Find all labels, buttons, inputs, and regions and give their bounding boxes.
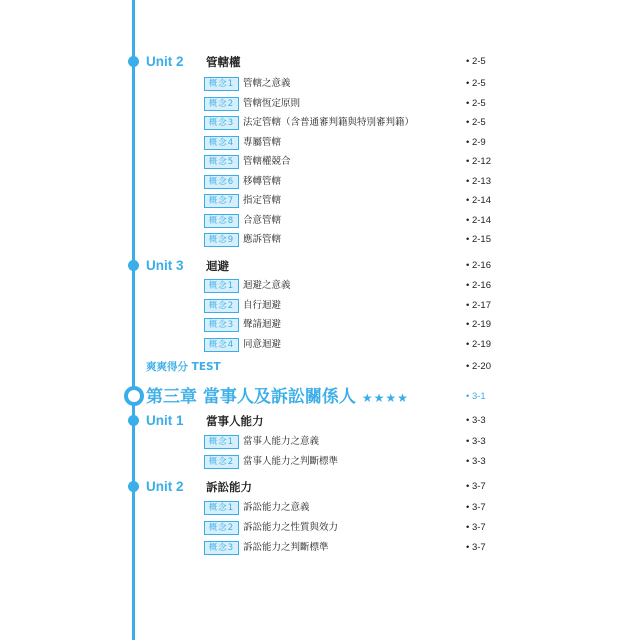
concept-title: 法定管轄（含普通審判籍與特別審判籍）	[243, 117, 415, 128]
concept-badge: 概念2	[204, 97, 239, 111]
concept-row[interactable]	[0, 335, 640, 355]
unit-title: 訴訟能力	[206, 480, 252, 494]
concept-title: 管轄權競合	[243, 156, 291, 167]
concept-badge: 概念6	[204, 175, 239, 189]
concept-title: 訴訟能力之意義	[243, 502, 310, 513]
concept-badge: 概念3	[204, 541, 239, 555]
unit-title: 管轄權	[206, 55, 241, 69]
concept-title: 訴訟能力之性質與效力	[243, 522, 339, 533]
page-number: • 2-17	[466, 299, 491, 311]
concept-badge: 概念7	[204, 194, 239, 208]
test-label: 爽爽得分 TEST	[146, 361, 221, 373]
concept-title: 移轉管轄	[243, 175, 282, 187]
page-number: • 3-3	[466, 436, 486, 447]
page-number: • 2-20	[466, 361, 491, 372]
concept-badge: 概念1	[204, 279, 239, 293]
page-number: • 3-7	[466, 502, 486, 513]
concept-title: 合意管轄	[243, 214, 282, 226]
concept-badge: 概念2	[204, 521, 239, 535]
concept-badge: 概念8	[204, 214, 239, 228]
concept-row[interactable]	[0, 296, 640, 316]
concept-badge: 概念2	[204, 455, 239, 469]
page-number: • 3-3	[466, 456, 486, 467]
page-number: • 2-14	[466, 195, 491, 206]
concept-row[interactable]	[0, 498, 640, 518]
unit-label: Unit 3	[146, 258, 184, 273]
unit-heading[interactable]	[0, 256, 640, 276]
concept-row[interactable]	[0, 518, 640, 538]
page-number: • 2-16	[466, 260, 491, 271]
timeline-dot-icon	[128, 56, 139, 67]
page-number: • 2-5	[466, 117, 486, 128]
concept-row[interactable]	[0, 133, 640, 153]
page-number: • 2-14	[466, 214, 491, 226]
concept-row[interactable]	[0, 152, 640, 172]
chapter-title: 第三章 當事人及訴訟關係人 ★★★★	[146, 387, 409, 407]
unit-title: 迴避	[206, 259, 229, 273]
concept-row[interactable]	[0, 315, 640, 335]
page-number: • 3-1	[466, 391, 486, 402]
page-number: • 2-5	[466, 97, 486, 109]
concept-title: 指定管轄	[243, 195, 282, 206]
chapter-heading[interactable]	[0, 387, 640, 407]
chapter-ring-icon	[124, 386, 144, 406]
concept-row[interactable]	[0, 276, 640, 296]
concept-badge: 概念4	[204, 338, 239, 352]
page-number: • 3-7	[466, 481, 486, 492]
page-number: • 2-13	[466, 175, 491, 187]
page-number: • 2-9	[466, 136, 486, 148]
concept-row[interactable]	[0, 538, 640, 558]
concept-row[interactable]	[0, 94, 640, 114]
unit-label: Unit 2	[146, 54, 184, 69]
concept-badge: 概念1	[204, 501, 239, 515]
page-number: • 2-12	[466, 156, 491, 167]
page-number: • 2-19	[466, 319, 491, 330]
concept-title: 聲請迴避	[243, 319, 282, 330]
concept-title: 訴訟能力之判斷標準	[243, 542, 329, 553]
unit-heading[interactable]	[0, 411, 640, 431]
unit-title: 當事人能力	[206, 414, 264, 428]
concept-row[interactable]	[0, 432, 640, 452]
page-number: • 3-7	[466, 542, 486, 553]
concept-badge: 概念5	[204, 155, 239, 169]
concept-badge: 概念4	[204, 136, 239, 150]
test-row[interactable]	[0, 357, 640, 377]
page-number: • 2-19	[466, 338, 491, 350]
concept-title: 管轄之意義	[243, 78, 291, 89]
concept-badge: 概念2	[204, 299, 239, 313]
page-number: • 2-5	[466, 56, 486, 67]
concept-badge: 概念1	[204, 77, 239, 91]
concept-row[interactable]	[0, 172, 640, 192]
page-number: • 3-7	[466, 522, 486, 533]
unit-label: Unit 2	[146, 479, 184, 494]
unit-heading[interactable]	[0, 477, 640, 497]
concept-row[interactable]	[0, 113, 640, 133]
concept-title: 同意迴避	[243, 338, 282, 350]
concept-row[interactable]	[0, 211, 640, 231]
concept-title: 當事人能力之判斷標準	[243, 456, 339, 467]
page-number: • 2-15	[466, 234, 491, 245]
page-number: • 2-16	[466, 280, 491, 291]
concept-title: 應訴管轄	[243, 234, 282, 245]
concept-badge: 概念3	[204, 318, 239, 332]
unit-label: Unit 1	[146, 413, 184, 428]
timeline-dot-icon	[128, 260, 139, 271]
unit-heading[interactable]	[0, 52, 640, 72]
difficulty-stars-icon: ★★★★	[361, 391, 409, 405]
timeline-dot-icon	[128, 415, 139, 426]
page-number: • 3-3	[466, 415, 486, 426]
concept-row[interactable]	[0, 230, 640, 250]
concept-row[interactable]	[0, 191, 640, 211]
concept-title: 專屬管轄	[243, 136, 282, 148]
concept-title: 當事人能力之意義	[243, 436, 320, 447]
page-number: • 2-5	[466, 78, 486, 89]
timeline-dot-icon	[128, 481, 139, 492]
concept-badge: 概念9	[204, 233, 239, 247]
concept-row[interactable]	[0, 452, 640, 472]
concept-row[interactable]	[0, 74, 640, 94]
concept-title: 自行迴避	[243, 299, 282, 311]
concept-badge: 概念1	[204, 435, 239, 449]
concept-badge: 概念3	[204, 116, 239, 130]
concept-title: 管轄恆定原則	[243, 97, 301, 109]
concept-title: 迴避之意義	[243, 280, 291, 291]
